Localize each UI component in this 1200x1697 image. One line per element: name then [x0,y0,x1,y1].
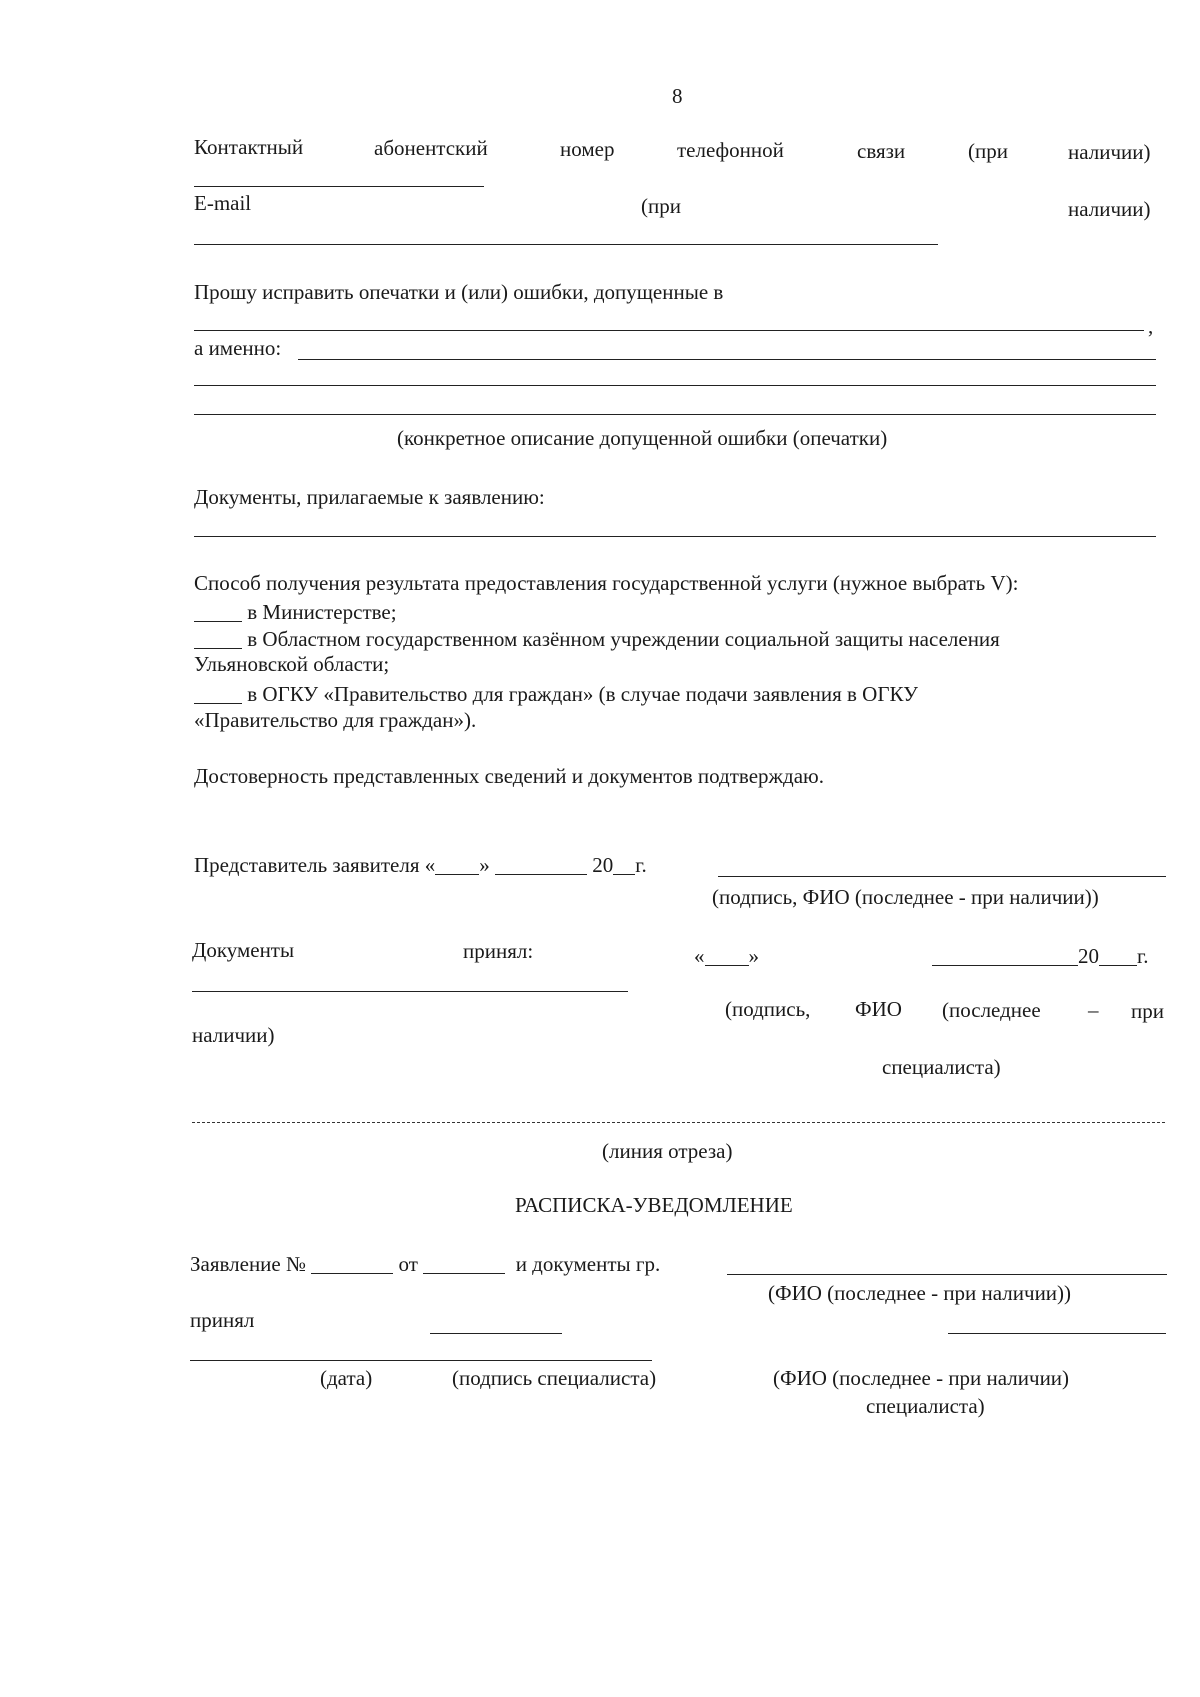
accepted-caption-word: – [1088,998,1099,1022]
checkbox-blank[interactable] [194,627,242,649]
year-prefix: 20 [1078,944,1099,968]
representative-row [194,853,647,876]
contact-word: телефонной [677,138,784,162]
email-input-line[interactable] [194,244,938,245]
contact-word: Контактный [194,135,304,159]
method-option-institution [194,627,1000,650]
accepted-caption-word: при [1131,999,1164,1023]
accepted-prinyal-word: принял: [463,939,534,963]
accepted-documents-word: Документы [192,938,295,962]
email-label: E-mail [194,191,252,215]
contact-word: (при [968,139,1008,163]
accepted-caption-word: (подпись, [725,997,811,1021]
method-option-institution-line2: Ульяновской области; [194,652,390,676]
contact-word: наличии) [1068,140,1151,164]
description-input-line[interactable] [194,385,1156,386]
day-input[interactable] [435,853,479,875]
receipt-statement-row [190,1252,660,1275]
representative-label: Представитель заявителя « [194,853,436,877]
day-input[interactable] [705,944,749,966]
receipt-title: РАСПИСКА-УВЕДОМЛЕНИЕ [515,1193,793,1217]
request-intro: Прошу исправить опечатки и (или) ошибки, допущенные в [194,280,724,304]
documents-attached-label: Документы, прилагаемые к заявлению: [194,485,545,509]
documents-attached-input-line[interactable] [194,536,1156,537]
year-suffix: г. [1137,944,1149,968]
method-option-ministry [194,600,397,623]
from-label: от [398,1252,418,1276]
statement-label: Заявление № [190,1252,307,1276]
receipt-accepted-label: принял [190,1308,255,1332]
accepted-date-row [694,944,759,967]
representative-signature-line[interactable] [718,876,1166,877]
description-input-line[interactable] [194,414,1156,415]
namely-label: а именно: [194,336,282,360]
accepted-year-row [932,944,1149,967]
month-input[interactable] [932,944,1078,966]
method-option-ogku [194,682,918,705]
docs-of-label: и документы гр. [515,1252,661,1276]
signature-caption: (подпись специалиста) [452,1366,657,1390]
contact-word: абонентский [374,136,488,160]
quote-close: » [479,853,490,877]
contact-word: связи [857,139,906,163]
year-input[interactable] [1099,944,1137,966]
description-caption: (конкретное описание допущенной ошибки (опечатки) [397,426,888,450]
accepted-caption-word: ФИО [855,997,902,1021]
cut-line-caption: (линия отреза) [602,1139,733,1163]
representative-caption: (подпись, ФИО (последнее - при наличии)) [712,885,1099,909]
fio-specialist-caption-line2: специалиста) [866,1394,985,1418]
contact-word: номер [560,137,615,161]
checkbox-blank[interactable] [194,600,242,622]
cut-line [192,1122,1165,1123]
method-heading: Способ получения результата предоставления государственной услуги (нужное выбрать V): [194,571,1019,595]
accepted-caption-nalichii: наличии) [192,1023,275,1047]
year-prefix: 20 [592,853,614,877]
quote-close: » [748,944,759,968]
phone-input-line[interactable] [194,186,484,187]
fio-caption: (ФИО (последнее - при наличии)) [768,1281,1072,1305]
fio-specialist-caption: (ФИО (последнее - при наличии) [773,1366,1070,1390]
option-text: в ОГКУ «Правительство для граждан» (в случае подачи заявления в ОГКУ [247,682,918,706]
email-nalichii: наличии) [1068,197,1151,221]
accepted-caption-specialist: специалиста) [882,1055,1001,1079]
confirmation-text: Достоверность представленных сведений и документов подтверждаю. [194,764,824,788]
receipt-signature-line[interactable] [190,1360,652,1361]
method-option-ogku-line2: «Правительство для граждан»). [194,708,477,732]
quote-open: « [694,944,705,968]
year-suffix: г. [635,853,647,877]
checkbox-blank[interactable] [194,682,242,704]
accepted-signature-line[interactable] [192,991,628,992]
receipt-date-line[interactable] [430,1333,562,1334]
document-input-line[interactable] [194,330,1144,331]
receipt-fio-line[interactable] [948,1333,1166,1334]
year-input[interactable] [613,853,635,875]
option-text: в Областном государственном казённом учреждении социальной защиты населения [247,627,1000,651]
date-caption: (дата) [320,1366,373,1390]
statement-number-input[interactable] [311,1252,393,1274]
page-number: 8 [672,84,683,108]
month-input[interactable] [495,853,587,875]
namely-input-line[interactable] [298,359,1156,360]
accepted-caption-word: (последнее [942,998,1041,1022]
email-pri: (при [641,194,681,218]
citizen-name-line[interactable] [727,1274,1167,1275]
request-comma: , [1148,314,1154,338]
option-text: в Министерстве; [247,600,397,624]
statement-date-input[interactable] [423,1252,505,1274]
